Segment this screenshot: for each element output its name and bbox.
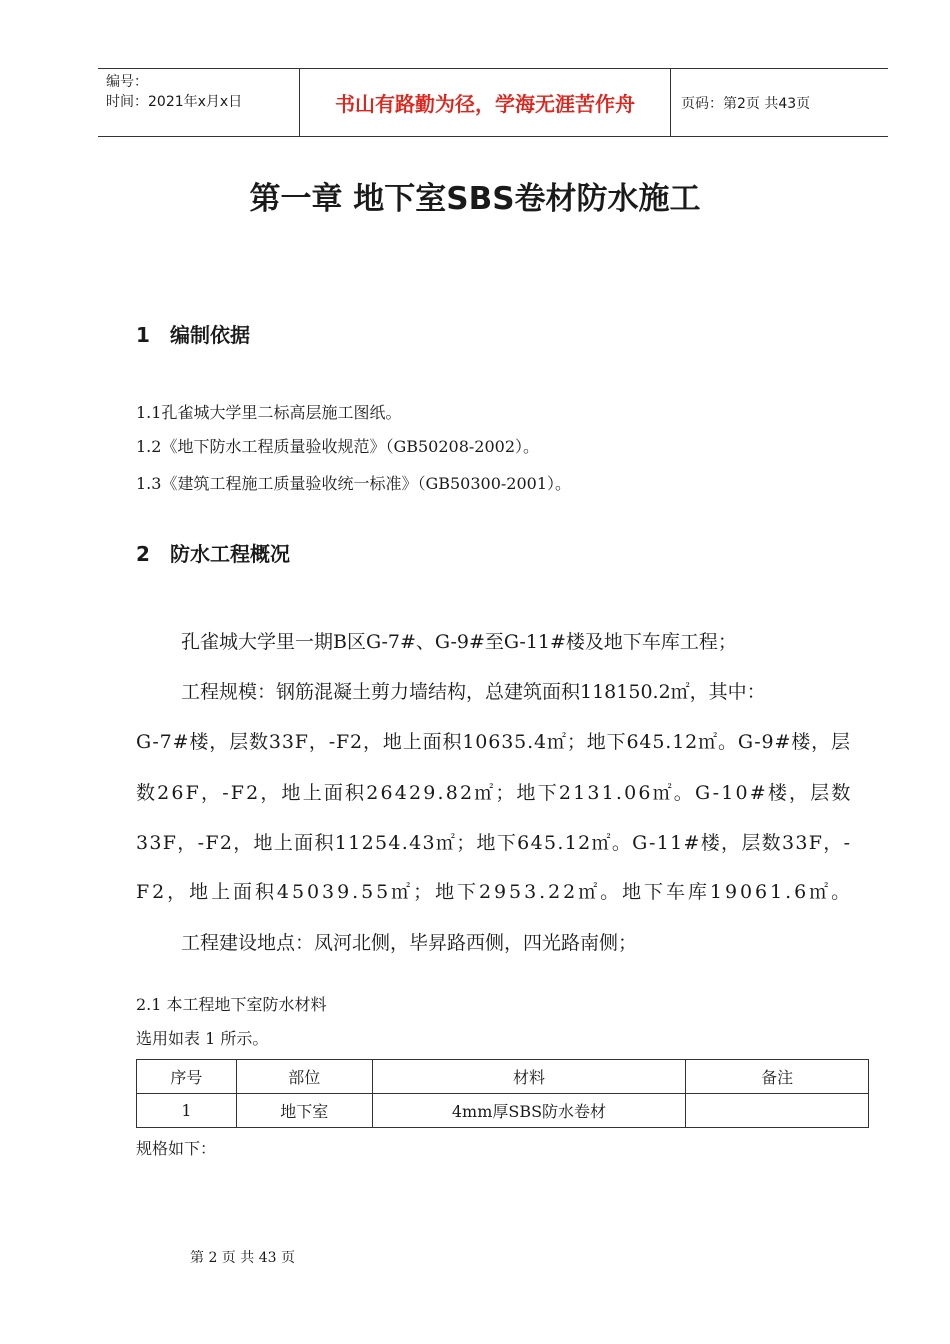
chapter-title: 第一章 地下室SBS卷材防水施工 xyxy=(249,181,701,217)
section2-heading xyxy=(136,538,290,567)
subsection-intro: 选用如表 1 所示。 xyxy=(136,1029,269,1048)
cell-seq: 1 xyxy=(137,1094,237,1128)
scale-line-2: G-7#楼，层数33F，-F2，地上面积10635.4㎡；地下645.12㎡。G-9#楼，层 xyxy=(136,731,851,753)
scale-line-3: 数26F，-F2，地上面积26429.82㎡；地下2131.06㎡。G-10#楼，层数 xyxy=(136,782,853,804)
page-footer: 第 2 页 共 43 页 xyxy=(190,1250,295,1266)
header-motto: 书山有路勤为径，学海无涯苦作舟 xyxy=(300,69,671,136)
basis-item-1: 1.1孔雀城大学里二标高层施工图纸。 xyxy=(136,403,402,422)
header-remark: 备注 xyxy=(686,1060,869,1094)
header-page-info: 页码：第2页 共43页 xyxy=(681,95,811,112)
code-label: 编号： xyxy=(106,74,148,90)
header-material: 材料 xyxy=(372,1060,686,1094)
section1-title: 编制依据 xyxy=(170,323,250,347)
basis-item-2: 1.2《地下防水工程质量验收规范》（GB50208-2002）。 xyxy=(136,437,540,456)
cell-remark xyxy=(686,1094,869,1128)
scale-line-5: F2，地上面积45039.55㎡；地下2953.22㎡。地下车库19061.6㎡。 xyxy=(136,881,854,903)
header-meta xyxy=(98,69,300,136)
basis-item-3: 1.3《建筑工程施工质量验收统一标准》（GB50300-2001）。 xyxy=(136,474,572,493)
materials-table xyxy=(136,1059,869,1128)
section2-title: 防水工程概况 xyxy=(170,542,290,566)
time-label: 时间：2021年x月x日 xyxy=(106,94,243,110)
cell-position: 地下室 xyxy=(236,1094,372,1128)
scale-line-4: 33F，-F2，地上面积11254.43㎡；地下645.12㎡。G-11#楼，层数33F，- xyxy=(136,832,852,854)
section2-number: 2 xyxy=(136,542,150,566)
scale-line-1: 工程规模：钢筋混凝土剪力墙结构，总建筑面积118150.2㎡，其中： xyxy=(181,681,766,703)
location-paragraph: 工程建设地点：凤河北侧，毕昇路西侧，四光路南侧； xyxy=(181,932,638,954)
spec-intro: 规格如下： xyxy=(136,1139,217,1158)
section1-heading xyxy=(136,319,250,348)
section1-number: 1 xyxy=(136,323,150,347)
cell-material: 4mm厚SBS防水卷材 xyxy=(372,1094,686,1128)
header-position: 部位 xyxy=(236,1060,372,1094)
page-header xyxy=(98,68,888,137)
project-name-paragraph: 孔雀城大学里一期B区G-7#、G-9#至G-11#楼及地下车库工程； xyxy=(181,631,737,653)
table-row xyxy=(137,1094,869,1128)
subsection-heading: 2.1 本工程地下室防水材料 xyxy=(136,995,327,1014)
table-header-row xyxy=(137,1060,869,1094)
header-seq: 序号 xyxy=(137,1060,237,1094)
